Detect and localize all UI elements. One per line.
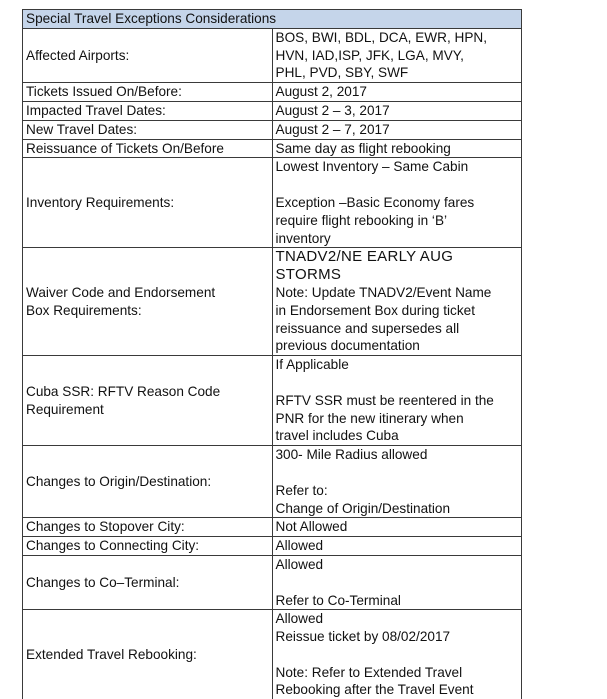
- row-value: BOS, BWI, BDL, DCA, EWR, HPN, HVN, IAD,ISP, JFK, LGA, MVY, PHL, PVD, SBY, SWF: [272, 28, 522, 82]
- table-row: [23, 356, 522, 446]
- table-row: [23, 28, 522, 82]
- row-label: Changes to Co–Terminal:: [23, 555, 273, 609]
- row-label: New Travel Dates:: [23, 120, 273, 139]
- row-label: Tickets Issued On/Before:: [23, 83, 273, 102]
- row-value: August 2 – 3, 2017: [272, 101, 522, 120]
- row-label: Impacted Travel Dates:: [23, 101, 273, 120]
- row-value: Not Allowed: [272, 518, 522, 537]
- exceptions-table: [22, 9, 522, 699]
- row-label: Reissuance of Tickets On/Before: [23, 139, 273, 158]
- row-label: Waiver Code and Endorsement Box Requirements:: [23, 248, 273, 356]
- row-value: 300- Mile Radius allowed Refer to: Change of Origin/Destination: [272, 446, 522, 518]
- row-label: Extended Travel Rebooking:: [23, 610, 273, 699]
- row-value: Same day as flight rebooking: [272, 139, 522, 158]
- table-row: [23, 158, 522, 248]
- row-value: Allowed Reissue ticket by 08/02/2017 Note: Refer to Extended Travel Rebooking after the Travel Event: [272, 610, 522, 699]
- row-value: August 2 – 7, 2017: [272, 120, 522, 139]
- row-label: Inventory Requirements:: [23, 158, 273, 248]
- row-value: Lowest Inventory – Same Cabin Exception –Basic Economy fares require flight rebooking in ‘B’ inventory: [272, 158, 522, 248]
- row-value: Allowed Refer to Co-Terminal: [272, 555, 522, 609]
- table-row: [23, 518, 522, 537]
- table-row: [23, 83, 522, 102]
- row-value: Allowed: [272, 537, 522, 556]
- table-row: [23, 139, 522, 158]
- table-row: [23, 555, 522, 609]
- row-label: Changes to Connecting City:: [23, 537, 273, 556]
- table-row: [23, 537, 522, 556]
- table-row: [23, 101, 522, 120]
- table-row: [23, 446, 522, 518]
- table-row: [23, 610, 522, 699]
- row-label: Changes to Origin/Destination:: [23, 446, 273, 518]
- table-header: Special Travel Exceptions Considerations: [23, 10, 522, 29]
- row-label: Cuba SSR: RFTV Reason Code Requirement: [23, 356, 273, 446]
- table-header-row: [23, 10, 522, 29]
- row-label: Affected Airports:: [23, 28, 273, 82]
- table-row: [23, 120, 522, 139]
- table-row: [23, 248, 522, 356]
- row-value: August 2, 2017: [272, 83, 522, 102]
- row-value: If Applicable RFTV SSR must be reentered in the PNR for the new itinerary when travel includes Cuba: [272, 356, 522, 446]
- row-value: TNADV2/NE EARLY AUG STORMS Note: Update TNADV2/Event Name in Endorsement Box during ticket reissuance and supersedes all previous documentation: [272, 248, 522, 356]
- row-label: Changes to Stopover City:: [23, 518, 273, 537]
